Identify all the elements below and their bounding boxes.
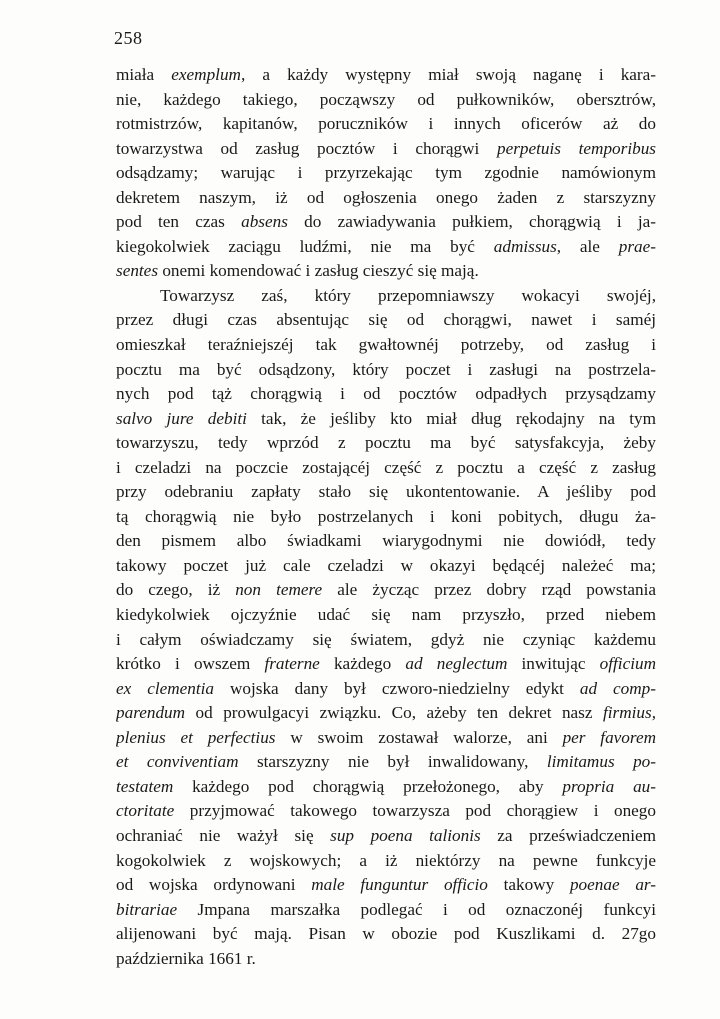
text-line [116, 382, 656, 407]
italic-phrase: ctoritate [116, 801, 175, 821]
text-run: od prowulgacyi związku. Co, ażeby ten dekret nasz [185, 703, 603, 723]
text-run: pocztu ma być odsądzony, który poczet i zasługi na postrzela- [116, 359, 656, 379]
text-line [116, 63, 656, 88]
text-line [116, 677, 656, 702]
italic-phrase: fraterne [264, 654, 320, 674]
italic-phrase: exemplum [171, 65, 241, 84]
italic-phrase: ad comp- [579, 678, 656, 698]
text-line [116, 112, 656, 137]
text-run: ale życząc przez dobry rząd powstania [322, 580, 656, 600]
italic-phrase: perpetuis temporibus [497, 138, 656, 158]
text-run: przy odebraniu zapłaty stało się ukontentowanie. A jeśliby pod [116, 482, 656, 502]
text-run: takowy [487, 875, 570, 895]
text-line [116, 505, 656, 530]
text-line [116, 947, 656, 972]
text-line [116, 726, 656, 751]
text-run: nych pod tąż chorągwią i od pocztów odpadłych przysądzamy [116, 384, 656, 404]
text-line [116, 750, 656, 775]
text-run: tą chorągwią nie było postrzelanych i koni pobitych, długu ża- [116, 506, 656, 526]
text-run: kogokolwiek z wojskowych; a iż niektórzy na pewne funkcyje [116, 850, 656, 870]
text-run: i czeladzi na poczcie zostającéj część z pocztu a część z zasług [116, 457, 656, 477]
text-line [116, 235, 656, 260]
text-line [116, 603, 656, 628]
italic-phrase: absens [241, 212, 288, 232]
text-run: Jmpana marszałka podlegać i od oznaczonéj funkcyi [177, 899, 656, 919]
text-line [116, 161, 656, 186]
text-line [116, 578, 656, 603]
text-line [116, 210, 656, 235]
italic-phrase: officium [599, 654, 656, 674]
text-line [116, 284, 656, 309]
text-line [116, 922, 656, 947]
text-run: , a każdy występny miał swoją naganę i kara- [240, 65, 656, 84]
italic-phrase: et conviventiam [116, 752, 239, 772]
text-run: tak, że jeśliby kto miał dług rękodajny na tym [246, 408, 656, 428]
text-line [116, 456, 656, 481]
italic-phrase: ex clementia [116, 678, 215, 698]
text-run: takowy poczet już cale czeladzi w okazyi będącéj należeć ma; [116, 555, 656, 575]
text-line [116, 824, 656, 849]
body-text [116, 63, 656, 971]
text-line [116, 333, 656, 358]
italic-phrase: bitrariae [116, 899, 178, 919]
text-line [116, 407, 656, 432]
text-line [116, 431, 656, 456]
text-run: Towarzysz zaś, który przepomniawszy wokacyi swojéj, [160, 285, 656, 305]
italic-phrase: salvo jure debiti [116, 408, 247, 428]
text-run: , ale [556, 236, 619, 256]
text-line [116, 358, 656, 383]
text-run: alijenowani być mają. Pisan w obozie pod Kuszlikami d. 27go [116, 924, 656, 944]
text-run: starszyzny nie był inwalidowany, [238, 752, 547, 772]
text-run: każdego pod chorągwią przełożonego, aby [173, 776, 563, 796]
italic-phrase: sentes [116, 261, 159, 281]
italic-phrase: admissus [493, 236, 557, 256]
text-run: i całym oświadczamy się światem, gdyż nie czyniąc każdemu [116, 629, 656, 649]
text-run: inwitując [507, 654, 600, 674]
text-run: przez długi czas absentując się od chorągwi, nawet i saméj [116, 310, 656, 330]
text-run: krótko i owszem [116, 654, 265, 674]
text-line [116, 88, 656, 113]
text-run: każdego [319, 654, 406, 674]
text-run: odsądzamy; warując i przyrzekając tym zgodnie namówionym [116, 163, 656, 183]
text-line [116, 554, 656, 579]
text-run: kiedykolwiek ojczyźnie udać się nam przyszło, przed niebem [116, 605, 656, 625]
italic-phrase: poenae ar- [569, 875, 656, 895]
text-line [116, 799, 656, 824]
italic-phrase: non temere [235, 580, 323, 600]
text-line [116, 898, 656, 923]
text-run: pod ten czas [116, 212, 242, 232]
italic-phrase: testatem [116, 776, 174, 796]
text-line [116, 137, 656, 162]
text-run: do zawiadywania pułkiem, chorągwią i ja- [287, 212, 656, 232]
text-line [116, 308, 656, 333]
text-line [116, 849, 656, 874]
text-run: nie, każdego takiego, począwszy od pułkowników, obersztrów, [116, 89, 656, 109]
italic-phrase: plenius et perfectius [116, 727, 276, 747]
text-run: dekretem naszym, iż od ogłoszenia onego żaden z starszyzny [116, 187, 656, 207]
text-run: kiegokolwiek zaciągu ludźmi, nie ma być [116, 236, 494, 256]
italic-phrase: male funguntur officio [311, 875, 488, 895]
text-run: od wojska ordynowani [116, 875, 312, 895]
italic-phrase: prae- [618, 236, 656, 256]
italic-phrase: propria au- [562, 776, 656, 796]
page-number: 258 [114, 28, 143, 48]
italic-phrase: per favorem [562, 727, 656, 747]
text-run: miała [116, 65, 172, 84]
text-line [116, 529, 656, 554]
text-run: do czego, iż [116, 580, 236, 600]
text-run: towarzystwa od zasług pocztów i chorągwi [116, 138, 497, 158]
text-run: ochraniać nie ważył się [116, 825, 331, 845]
text-line [116, 186, 656, 211]
text-run: za przeświadczeniem [480, 825, 656, 845]
text-run: rotmistrzów, kapitanów, poruczników i innych oficerów aż do [116, 114, 656, 134]
text-run: w swoim zostawał walorze, ani [275, 727, 563, 747]
text-line [116, 628, 656, 653]
italic-phrase: parendum [116, 703, 186, 723]
italic-phrase: limitamus po- [546, 752, 656, 772]
text-run: den pismem albo świadkami wiarygodnymi nie dowiódł, tedy [116, 531, 656, 551]
italic-phrase: ad neglectum [405, 654, 508, 674]
italic-phrase: firmius, [602, 703, 656, 723]
text-run: przyjmować takowego towarzysza pod chorągiew i onego [174, 801, 656, 821]
text-run: omieszkał teraźniejszéj tak gwałtownéj potrzeby, od zasług i [116, 335, 656, 355]
text-line [116, 480, 656, 505]
text-line [116, 775, 656, 800]
text-run: towarzyszu, tedy wprzód z pocztu ma być satysfakcyja, żeby [116, 433, 656, 453]
text-run: onemi komendować i zasług cieszyć się mają. [158, 261, 479, 281]
text-run: wojska dany był czworo-niedzielny edykt [214, 678, 580, 698]
text-line [116, 701, 656, 726]
italic-phrase: sup poena talionis [330, 825, 481, 845]
text-line [116, 652, 656, 677]
text-line [116, 259, 656, 284]
text-run: października 1661 r. [116, 948, 256, 968]
text-line [116, 873, 656, 898]
